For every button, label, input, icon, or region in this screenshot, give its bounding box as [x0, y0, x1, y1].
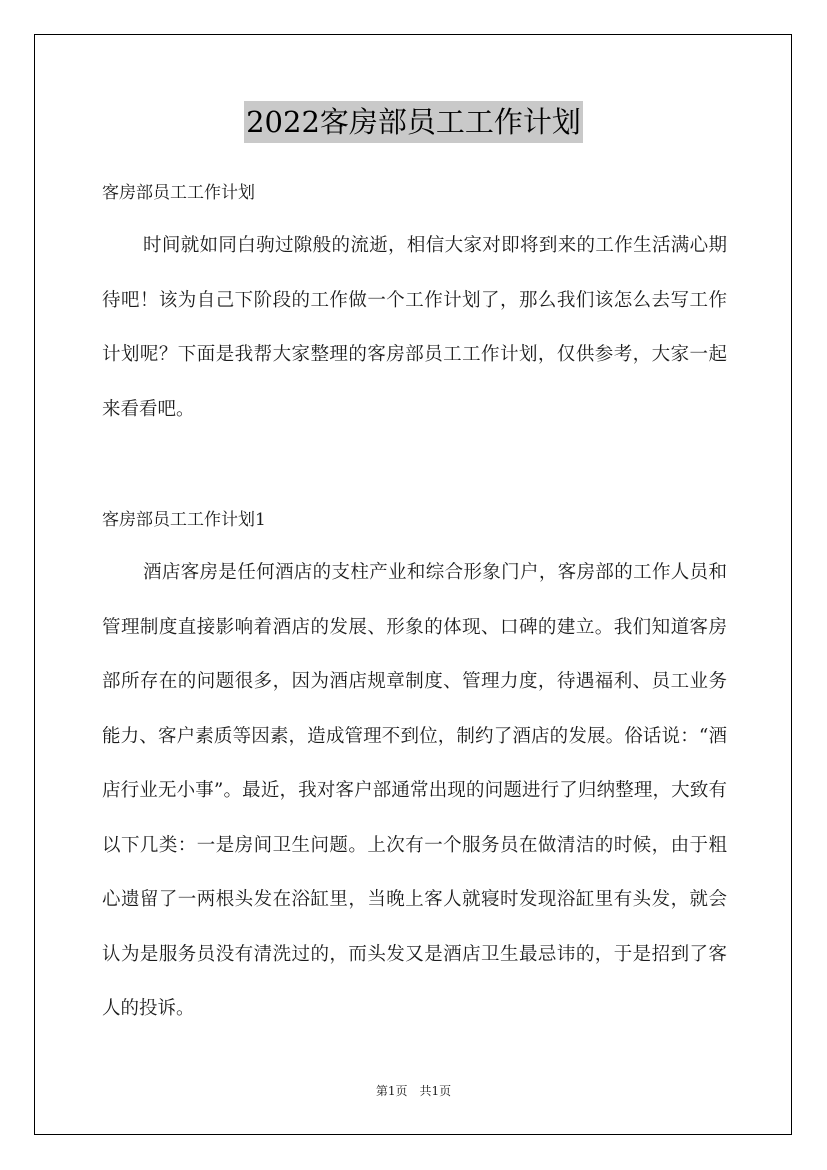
subtitle-heading: 客房部员工工作计划 — [102, 183, 255, 203]
section-body-1: 酒店客房是任何酒店的支柱产业和综合形象门户，客房部的工作人员和管理制度直接影响着酒店的发展、形象的体现、口碑的建立。我们知道客房部所存在的问题很多，因为酒店规章制度、管理力度，待遇福利、员工业务能力、客户素质等因素，造成管理不到位，制约了酒店的发展。俗话说：“酒店行业无小事”。最近，我对客户部通常出现的问题进行了归纳整理，大致有以下几类：一是房间卫生问题。上次有一个服务员在做清洁的时候，由于粗心遗留了一两根头发在浴缸里，当晚上客人就寝时发现浴缸里有头发，就会认为是服务员没有清洗过的，而头发又是酒店卫生最忌讳的，于是招到了客人的投诉。 — [102, 562, 727, 1019]
page-number-footer: 第1页 共1页 — [375, 1084, 452, 1098]
section-heading-1: 客房部员工工作计划1 — [102, 510, 266, 530]
intro-paragraph: 时间就如同白驹过隙般的流逝，相信大家对即将到来的工作生活满心期待吧！该为自己下阶段的工作做一个工作计划了，那么我们该怎么去写工作计划呢？下面是我帮大家整理的客房部员工工作计划，仅供参考，大家一起来看看吧。 — [102, 235, 727, 420]
title-container — [0, 101, 827, 143]
document-title: 2022客房部员工工作计划 — [244, 101, 583, 143]
